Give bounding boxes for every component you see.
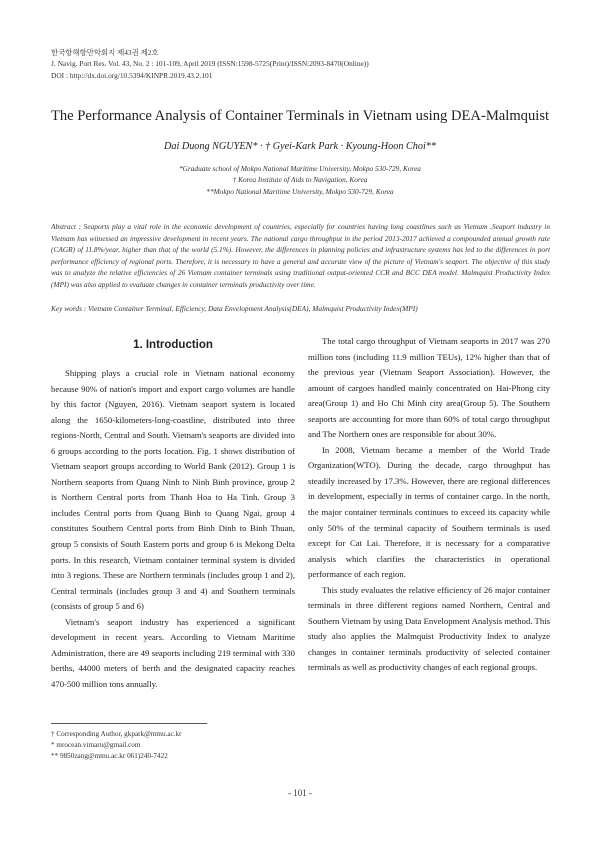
- authors: Dai Duong NGUYEN* · † Gyei-Kark Park · Kyoung-Hoon Choi**: [164, 141, 436, 152]
- abstract: Abstract : Seaports play a vital role in the economic development of countries, especially for countries having long coastlines such as Vietnam .Seaport industry in Vietnam has witnessed an impressive development in recent years. The national cargo throughput in the period 2013-2017 achieved a compounded annual growth rate (CAGR) of 11.8%/year, higher than that of the world (5.1%). However, the differences in planning policies and infrastructure systems has led to the differences in port performance efficiency of regional ports. Therefore, it is necessary to have a general and accurate view of the picture of Vietnam's seaport. The objective of this study was to analyze the relative efficiencies of 26 Vietnam container terminals using traditional output-oriented CCR and BCC DEA model. Malmquist Productivity Index (MPI) was also applied to evaluate changes in container terminals productivity over time.: [51, 222, 550, 289]
- footnote-divider: [51, 723, 207, 724]
- left-column: [51, 366, 295, 692]
- footnote-corresponding: † Corresponding Author, gkpark@mmu.ac.kr: [51, 730, 182, 738]
- footnotes: [51, 729, 182, 763]
- keywords: Key words : Vietnam Container Terminal, Efficiency, Data Envelopment Analysis(DEA), Malmquist Productivity Index(MPI): [51, 304, 418, 313]
- section-heading-introduction: 1. Introduction: [133, 339, 213, 351]
- journal-citation: J. Navig. Port Res. Vol. 43, No. 2 : 101-109, April 2019 (ISSN:1598-5725(Print)/ISSN:2093-8470(Online)): [51, 59, 369, 69]
- affiliations: [0, 163, 600, 197]
- journal-header: [51, 47, 369, 81]
- journal-korean-title: 한국항해항만학회지 제43권 제2호: [51, 48, 159, 57]
- paragraph: This study evaluates the relative efficiency of 26 major container terminals in three different regions named Northern, Central and Southern Vietnam by using Data Envelopment Analysis method. This study also applies the Malmquist Productivity Index to analyze changes in container terminals productivity of selected container terminals as well as productivity changes of each regional groups.: [308, 584, 550, 673]
- paragraph: In 2008, Vietnam became a member of the World Trade Organization(WTO). During the decade, cargo throughput has steadily increased by 17.3%. However, there are regional differences in development, especially in terms of container cargo. In the north, the major container terminals continues to exceed its capacity while only 50% of the terminal capacity of Southern terminals is used except for Cat Lai. Therefore, it is necessary for a comparative analysis which clarifies the characteristics in operational performance of each region.: [308, 444, 550, 580]
- affiliation-3: **Mokpo National Maritime University, Mokpo 530-729, Korea: [206, 186, 394, 196]
- footnote-author-1: * mrocean.vimaru@gmail.com: [51, 741, 141, 750]
- right-column: [308, 334, 550, 676]
- footnote-author-2: ** 9850zang@mmu.ac.kr 061)240-7422: [51, 752, 168, 761]
- affiliation-2: † Korea Institute of Aids to Navigation, Korea: [232, 175, 368, 185]
- page-number: - 101 -: [288, 788, 312, 798]
- paragraph: Shipping plays a crucial role in Vietnam national economy because 90% of nation's import and export cargo volumes are handle by this factor (Nguyen, 2016). Vietnam seaport system is located along the 1650-kilometers-long-coastline, distributed into three regions-North, Central and South. Vietnam's seaports are divided into 6 groups according to the ports location. Fig. 1 shows distribution of Vietnam seaport groups according to World Bank (2012). Group 1 is Northern seaports from Quang Ninh to Ninh Binh province, group 2 is Northern Central ports from Thanh Hoa to Ha Tinh. Group 3 includes Central ports from Quang Binh to Quang Ngai, group 4 constitutes Southern Central ports from Binh Dinh to Binh Thuan, group 5 consists of South Eastern ports and group 6 is Mekong Delta ports. In this research, Vietnam container terminal system is divided into 3 regions. These are Northern terminals (includes group 1 and 2), Central terminals (includes group 3 and 4) and Southern terminals (consists of group 5 and 6): [51, 368, 295, 612]
- paragraph: Vietnam's seaport industry has experienced a significant development in recent years. According to Vietnam Maritime Administration, there are 49 seaports including 219 terminal with 330 berths, 44000 meters of berth and the designated capacity reaches 470-500 million tons annually.: [51, 616, 295, 689]
- paragraph: The total cargo throughput of Vietnam seaports in 2017 was 270 million tons (including 11.9 million TEUs), 12% higher than that of the previous year (Vietnam Seaport Association). However, the amount of cargoes handled mainly concentrated on Hai-Phong city area(Group 1) and Ho Chi Minh city area(Group 5). The Southern seaports are accounting for more than 60% of total cargo throughput and The Northern ones are responsible for about 30%.: [308, 336, 550, 440]
- paper-title: The Performance Analysis of Container Terminals in Vietnam using DEA-Malmquist: [50, 108, 550, 124]
- affiliation-1: *Graduate school of Mokpo National Maritime University, Mokpo 530-729, Korea: [179, 164, 421, 173]
- doi-link[interactable]: DOI : http://dx.doi.org/10.5394/KINPR.2019.43.2.101: [51, 70, 213, 80]
